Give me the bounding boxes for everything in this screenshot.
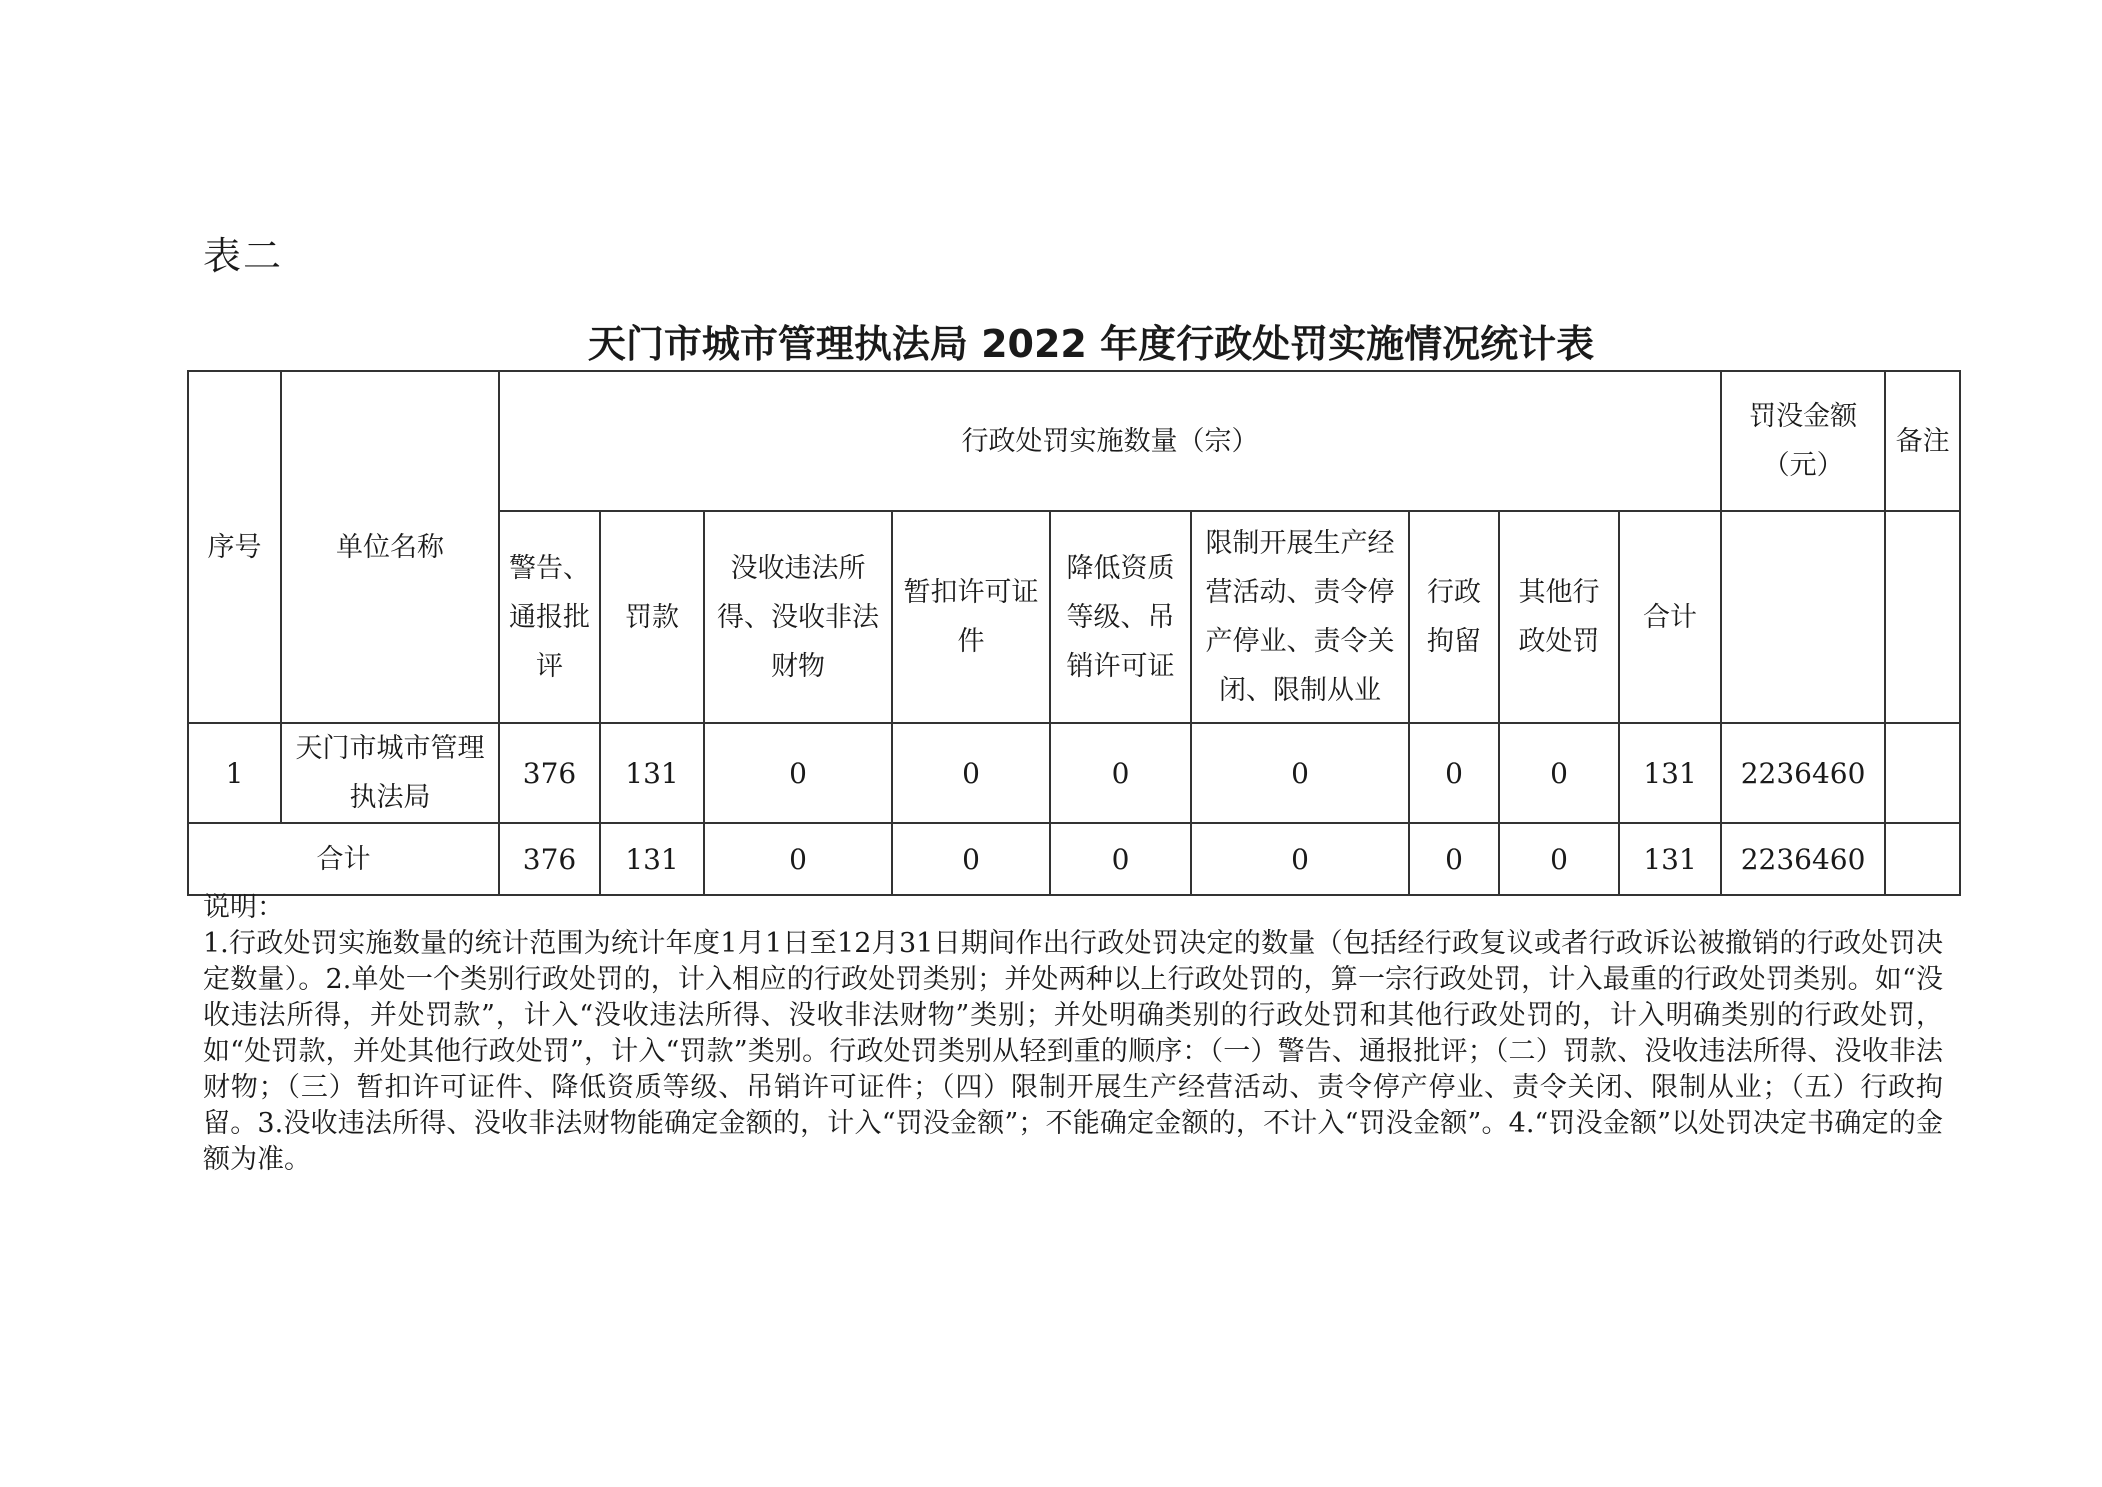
row-confiscation: 0	[704, 723, 892, 823]
row-permit-suspension: 0	[892, 723, 1050, 823]
notes-section	[203, 890, 1943, 1178]
total-warning: 376	[499, 823, 600, 895]
row-unit-name: 天门市城市管理执法局	[281, 723, 499, 823]
header-col-fine: 罚款	[600, 511, 704, 723]
table-label: 表二	[203, 234, 284, 278]
total-qualification-downgrade: 0	[1050, 823, 1191, 895]
header-col-detention: 行政拘留	[1409, 511, 1499, 723]
row-remark	[1885, 723, 1960, 823]
header-amount-blank	[1721, 511, 1885, 723]
row-amount: 2236460	[1721, 723, 1885, 823]
header-col-confiscation: 没收违法所得、没收非法财物	[704, 511, 892, 723]
header-col-warning: 警告、通报批评	[499, 511, 600, 723]
header-col-business-restriction: 限制开展生产经营活动、责令停产停业、责令关闭、限制从业	[1191, 511, 1409, 723]
total-permit-suspension: 0	[892, 823, 1050, 895]
total-subtotal: 131	[1619, 823, 1721, 895]
row-other: 0	[1499, 723, 1619, 823]
header-row-1	[188, 371, 1960, 511]
header-remark-blank	[1885, 511, 1960, 723]
row-warning: 376	[499, 723, 600, 823]
header-col-subtotal: 合计	[1619, 511, 1721, 723]
table-row	[188, 723, 1960, 823]
header-col-other: 其他行政处罚	[1499, 511, 1619, 723]
row-qualification-downgrade: 0	[1050, 723, 1191, 823]
header-col-qualification-downgrade: 降低资质等级、吊销许可证	[1050, 511, 1191, 723]
notes-heading: 说明：	[203, 892, 284, 923]
row-fine: 131	[600, 723, 704, 823]
row-detention: 0	[1409, 723, 1499, 823]
header-col-permit-suspension: 暂扣许可证件	[892, 511, 1050, 723]
header-penalty-count-group: 行政处罚实施数量（宗）	[499, 371, 1721, 511]
total-label: 合计	[188, 823, 499, 895]
row-subtotal: 131	[1619, 723, 1721, 823]
penalty-statistics-table	[187, 370, 1961, 896]
total-remark	[1885, 823, 1960, 895]
document-title: 天门市城市管理执法局 2022 年度行政处罚实施情况统计表	[587, 322, 1595, 366]
row-business-restriction: 0	[1191, 723, 1409, 823]
row-seq: 1	[188, 723, 281, 823]
total-amount: 2236460	[1721, 823, 1885, 895]
total-confiscation: 0	[704, 823, 892, 895]
total-row	[188, 823, 1960, 895]
header-unit-name: 单位名称	[281, 371, 499, 723]
total-fine: 131	[600, 823, 704, 895]
notes-body: 1.行政处罚实施数量的统计范围为统计年度1月1日至12月31日期间作出行政处罚决定的数量（包括经行政复议或者行政诉讼被撤销的行政处罚决定数量）。2.单处一个类别行政处罚的，计入相应的行政处罚类别；并处两种以上行政处罚的，算一宗行政处罚，计入最重的行政处罚类别。如“没收违法所得，并处罚款”，计入“没收违法所得、没收非法财物”类别；并处明确类别的行政处罚和其他行政处罚的，计入明确类别的行政处罚，如“处罚款，并处其他行政处罚”，计入“罚款”类别。行政处罚类别从轻到重的顺序：（一）警告、通报批评；（二）罚款、没收违法所得、没收非法财物；（三）暂扣许可证件、降低资质等级、吊销许可证件；（四）限制开展生产经营活动、责令停产停业、责令关闭、限制从业；（五）行政拘留。3.没收违法所得、没收非法财物能确定金额的，计入“罚没金额”；不能确定金额的，不计入“罚没金额”。4.“罚没金额”以处罚决定书确定的金额为准。	[203, 928, 1943, 1175]
header-seq: 序号	[188, 371, 281, 723]
header-amount: 罚没金额（元）	[1721, 371, 1885, 511]
total-other: 0	[1499, 823, 1619, 895]
total-detention: 0	[1409, 823, 1499, 895]
header-remark: 备注	[1885, 371, 1960, 511]
total-business-restriction: 0	[1191, 823, 1409, 895]
